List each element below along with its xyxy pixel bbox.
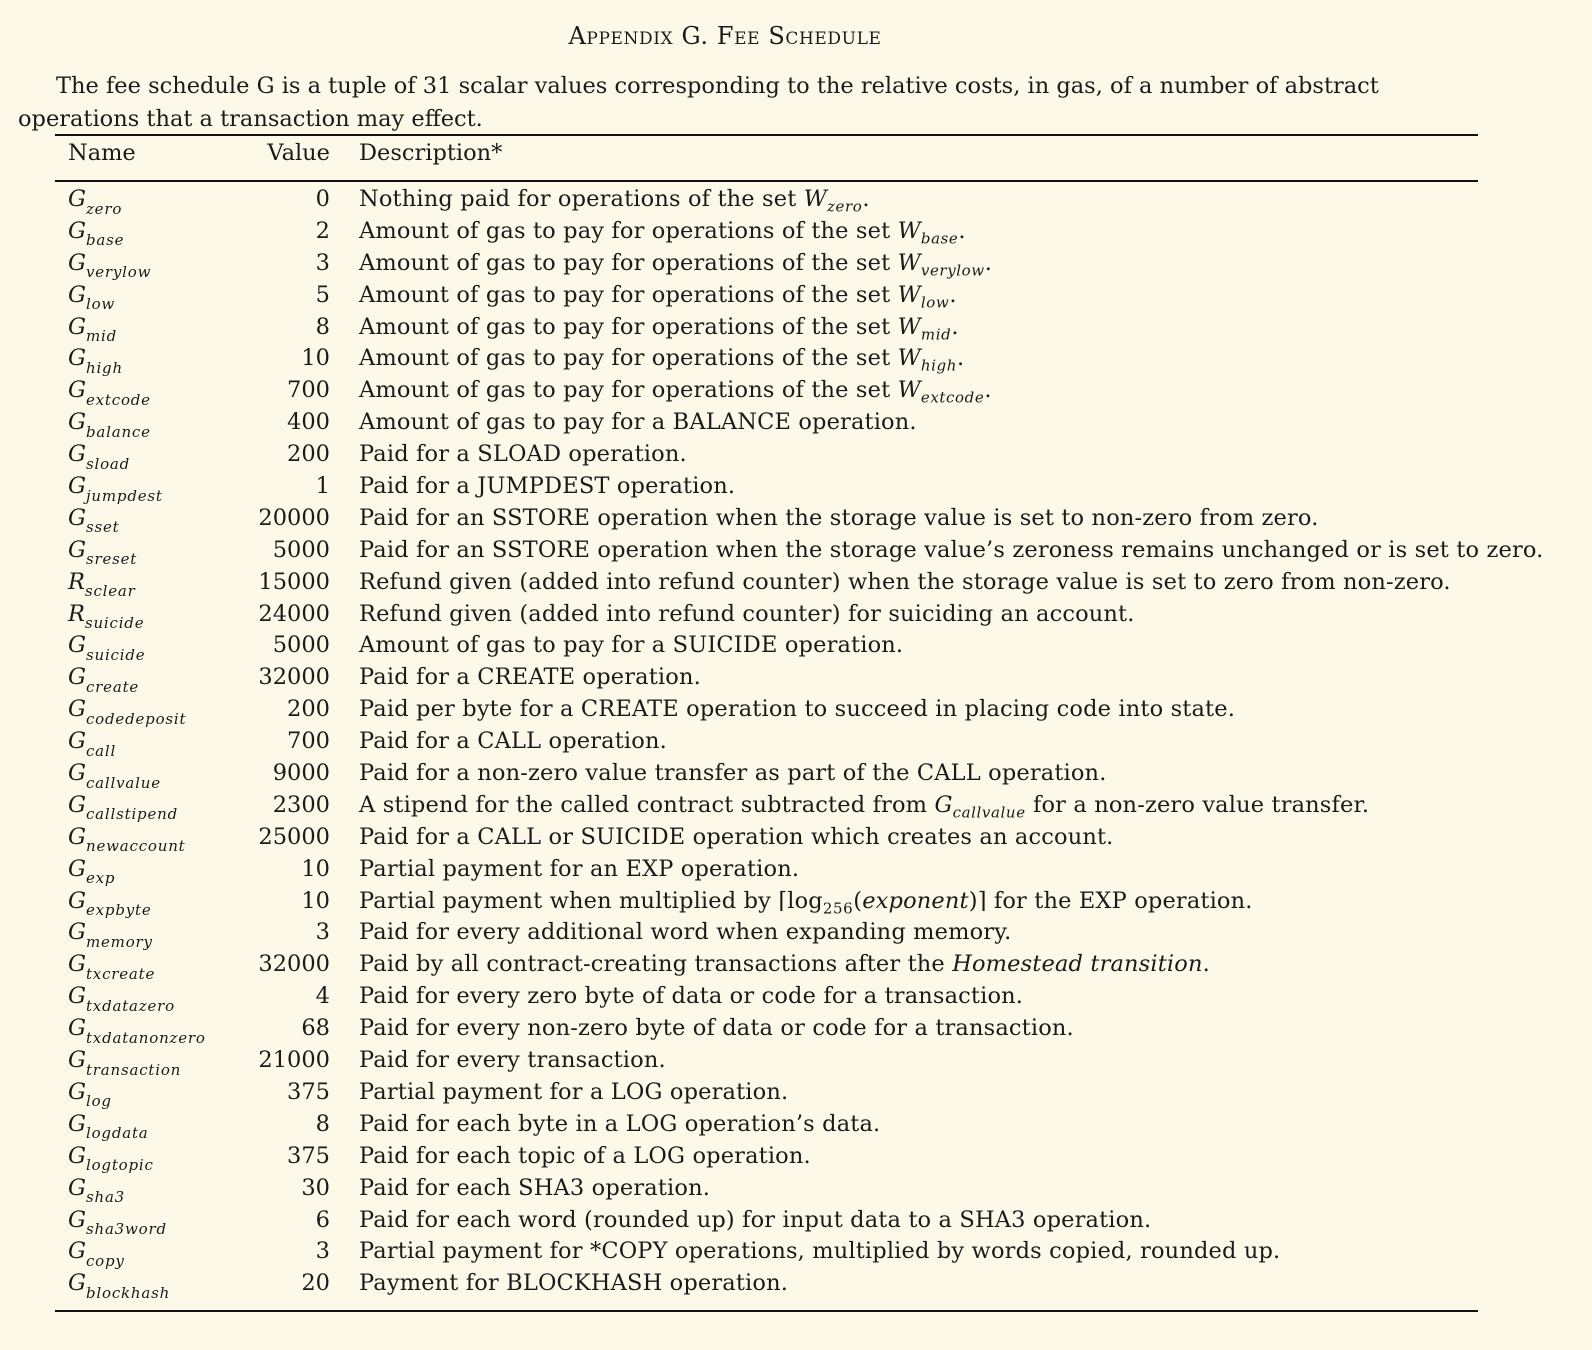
fee-description [359,1175,710,1201]
fee-name-symbol: G [68,696,86,723]
fee-name [68,1270,170,1300]
fee-name-subscript: jumpdest [85,486,163,505]
table-row [0,728,1592,760]
fee-name-subscript: transaction [85,1060,182,1079]
table-row [0,1079,1592,1111]
table-row [0,1015,1592,1047]
fee-name [68,824,186,854]
fee-name [68,760,161,790]
fee-name-symbol: R [68,600,85,627]
fee-name-subscript: low [85,295,116,314]
fee-name-symbol: G [68,409,86,436]
fee-description [359,186,870,216]
fee-name-subscript: suicide [84,614,145,633]
fee-name-subscript: extcode [85,390,151,409]
fee-name-subscript: sset [85,518,120,537]
header-description: Description* [359,140,503,166]
intro-line-1: The fee schedule G is a tuple of 31 scalar values corresponding to the relative costs, in gas, of a number of abstract [56,73,1379,99]
fee-name [68,377,151,407]
fee-name-symbol: G [68,536,86,563]
fee-name-symbol: G [68,1142,86,1169]
fee-name [68,473,163,503]
fee-name-symbol: G [68,186,86,212]
fee-name [68,1015,206,1045]
fee-name [68,951,155,981]
fee-name-symbol: G [68,1015,86,1042]
fee-description [359,537,1543,563]
table-row [0,250,1592,282]
fee-name-symbol: G [68,473,86,500]
description-segment: callvalue [952,803,1026,822]
fee-name-symbol: G [68,760,86,787]
fee-value: 10 [301,345,330,372]
fee-value: 4 [315,983,330,1010]
fee-name-subscript: exp [85,869,116,888]
description-segment: Paid for each SHA3 operation. [359,1174,711,1201]
fee-name-symbol: G [68,951,86,978]
table-row [0,314,1592,346]
fee-name [68,728,116,758]
fee-name-symbol: G [68,983,86,1010]
fee-value: 21000 [258,1047,330,1074]
fee-description [359,728,667,754]
fee-name-subscript: blockhash [85,1283,171,1302]
fee-value: 24000 [258,600,330,627]
description-segment: for a non-zero value transfer. [1025,791,1370,818]
fee-name [68,1175,125,1205]
table-row [0,792,1592,824]
fee-name-subscript: txdatanonzero [85,1028,206,1047]
fee-description [359,1270,788,1296]
fee-name-symbol: G [68,1270,86,1297]
table-row [0,569,1592,601]
intro-paragraph [18,70,1468,136]
fee-name-subscript: logtopic [85,1156,154,1175]
table-row [0,1175,1592,1207]
description-segment: ( [853,887,863,914]
fee-name-subscript: codedeposit [85,709,187,728]
description-segment: A stipend for the called contract subtracted from [359,791,935,818]
fee-description [359,632,903,658]
fee-value: 375 [287,1142,330,1169]
fee-name-symbol: G [68,249,86,276]
fee-description [359,696,1235,722]
fee-name [68,1079,112,1109]
fee-value: 25000 [258,823,330,850]
fee-description [359,760,1107,786]
fee-name-symbol: G [68,377,86,404]
fee-value: 2300 [272,791,330,818]
fee-value: 0 [315,186,330,212]
fee-name-subscript: logdata [85,1124,149,1143]
description-segment: Amount of gas to pay for a BALANCE operation. [359,409,917,436]
fee-name-subscript: callstipend [85,805,178,824]
description-segment: . [1202,951,1210,978]
fee-description [359,1143,811,1169]
description-segment: Refund given (added into refund counter) for suiciding an account. [359,600,1135,627]
table-row [0,1238,1592,1270]
fee-description [359,473,735,499]
description-segment: . [951,313,959,340]
description-segment: . [984,377,992,404]
fee-description [359,664,701,690]
fee-description [359,409,917,435]
fee-description [359,282,957,312]
table-row [0,473,1592,505]
fee-name [68,601,144,631]
fee-description [359,441,687,467]
fee-name-subscript: call [85,741,117,760]
fee-description [359,951,1210,977]
description-segment: . [957,345,965,372]
fee-value: 5 [315,281,330,308]
description-segment: W [897,281,921,308]
fee-description [359,824,1113,850]
description-segment: Paid for a CALL or SUICIDE operation which creates an account. [359,823,1114,850]
fee-name [68,1111,149,1141]
fee-description [359,505,1319,531]
description-segment: . [949,281,957,308]
fee-name [68,345,123,375]
description-segment: Paid for a non-zero value transfer as part of the CALL operation. [359,760,1107,787]
description-segment: W [897,345,921,372]
description-segment: W [897,313,921,340]
fee-description [359,250,992,280]
fee-name [68,186,122,216]
fee-description [359,856,799,882]
fee-name-symbol: G [68,823,86,850]
fee-name-symbol: G [68,728,86,755]
fee-name [68,441,130,471]
fee-name-subscript: sclear [84,582,136,601]
fee-value: 32000 [258,664,330,691]
fee-name-symbol: G [68,664,86,691]
fee-value: 5000 [272,632,330,659]
description-segment: Refund given (added into refund counter) when the storage value is set to zero from non-zero. [359,568,1451,595]
table-row [0,441,1592,473]
description-segment: Amount of gas to pay for operations of the set [359,345,898,372]
fee-value: 8 [315,313,330,340]
table-row [0,282,1592,314]
fee-name-subscript: txdatazero [85,996,175,1015]
description-segment: high [920,356,957,375]
header-name: Name [68,140,136,166]
fee-value: 3 [315,1238,330,1265]
fee-name-symbol: R [68,568,85,595]
table-row [0,409,1592,441]
description-segment: low [920,293,950,312]
fee-name-subscript: sreset [85,550,138,569]
fee-value: 375 [287,1078,330,1105]
fee-value: 700 [287,728,330,755]
description-segment: Paid for a CALL operation. [359,728,667,755]
fee-description [359,345,964,375]
fee-name-subscript: high [85,358,123,377]
description-segment: W [897,377,921,404]
fee-name-subscript: txcreate [85,964,156,983]
fee-name-symbol: G [68,441,86,468]
fee-value: 15000 [258,568,330,595]
description-segment: W [897,217,921,244]
table-row [0,1270,1592,1302]
fee-description [359,1015,1074,1041]
description-segment: exponent [862,887,969,914]
fee-description [359,218,966,248]
description-segment: W [803,186,827,212]
fee-description [359,377,992,407]
description-segment: mid [920,325,952,344]
description-segment: . [862,186,870,212]
fee-name [68,792,178,822]
description-segment: Paid for every non-zero byte of data or code for a transaction. [359,1015,1074,1042]
description-segment: base [920,229,959,248]
description-segment: Paid for each topic of a LOG operation. [359,1142,811,1169]
table-row [0,888,1592,920]
fee-description [359,1047,666,1073]
fee-name [68,1047,181,1077]
fee-name-symbol: G [68,345,86,372]
fee-value: 20000 [258,504,330,531]
fee-name-subscript: sha3word [85,1220,167,1238]
description-segment: Amount of gas to pay for operations of the set [359,281,898,308]
fee-value: 10 [301,855,330,882]
description-segment: Paid for a SLOAD operation. [359,441,687,468]
table-row [0,1207,1592,1239]
fee-value: 400 [287,409,330,436]
fee-name [68,218,124,248]
table-row [0,824,1592,856]
fee-name [68,632,145,662]
description-segment: Paid by all contract-creating transactions after the [359,951,953,978]
fee-value: 6 [315,1206,330,1233]
description-segment: 256 [822,899,854,918]
fee-name-subscript: copy [85,1251,125,1270]
fee-value: 20 [301,1270,330,1297]
fee-name [68,856,115,886]
fee-name-symbol: G [68,887,86,914]
fee-value: 3 [315,249,330,276]
fee-description [359,1207,1151,1233]
fee-name-subscript: sha3 [85,1188,126,1207]
fee-name [68,314,117,344]
fee-name-symbol: G [68,1078,86,1105]
table-row [0,919,1592,951]
table-row [0,1047,1592,1079]
header-value: Value [267,140,330,166]
fee-name-symbol: G [68,217,86,244]
fee-value: 700 [287,377,330,404]
fee-description [359,1238,1280,1264]
fee-name-subscript: sload [85,454,131,473]
fee-name-symbol: G [68,1174,86,1201]
fee-value: 10 [301,887,330,914]
description-segment: extcode [920,388,985,407]
table-row [0,983,1592,1015]
description-segment: Partial payment for a LOG operation. [359,1078,789,1105]
fee-name [68,282,115,312]
description-segment: Paid for every transaction. [359,1047,666,1074]
fee-name [68,569,136,599]
table-row [0,505,1592,537]
fee-description [359,792,1369,822]
table-row [0,601,1592,633]
description-segment: . [958,217,966,244]
fee-value: 68 [301,1015,330,1042]
fee-description [359,919,1011,945]
fee-name-subscript: suicide [85,645,146,664]
description-segment: G [934,791,953,818]
description-segment: W [897,249,921,276]
fee-name-subscript: balance [85,422,151,441]
description-segment: Paid for an SSTORE operation when the storage value is set to non-zero from zero. [359,504,1319,531]
fee-value: 9000 [272,760,330,787]
fee-name [68,983,175,1013]
fee-name-symbol: G [68,919,86,946]
fee-value: 32000 [258,951,330,978]
fee-table-body [0,186,1592,1302]
appendix-title: Appendix G. Fee Schedule [568,22,882,50]
description-segment: Amount of gas to pay for operations of the set [359,313,898,340]
fee-description [359,1111,880,1137]
fee-name [68,664,139,694]
table-row [0,1111,1592,1143]
fee-value: 2 [315,217,330,244]
fee-name [68,919,153,949]
fee-description [359,983,1023,1009]
fee-value: 1 [315,473,330,500]
table-row [0,345,1592,377]
description-segment: Amount of gas to pay for operations of the set [359,249,898,276]
description-segment: Nothing paid for operations of the set [359,186,804,212]
description-segment: Paid for an SSTORE operation when the storage value’s zeroness remains unchanged or is set to zero. [359,536,1544,563]
fee-name-subscript: newaccount [85,837,186,856]
fee-name-subscript: mid [85,327,118,346]
table-row [0,664,1592,696]
fee-name-subscript: zero [85,199,123,218]
description-segment: Paid for each word (rounded up) for input data to a SHA3 operation. [359,1206,1152,1233]
table-row [0,377,1592,409]
table-row [0,696,1592,728]
table-row [0,1143,1592,1175]
fee-name-subscript: memory [85,932,153,951]
fee-name-subscript: callvalue [85,773,161,792]
fee-name-subscript: verylow [85,263,152,282]
description-segment: verylow [920,261,985,280]
fee-value: 3 [315,919,330,946]
fee-name-symbol: G [68,1047,86,1074]
description-segment: zero [826,197,863,216]
fee-name [68,1207,167,1237]
description-segment: Payment for BLOCKHASH operation. [359,1270,789,1297]
description-segment: )⌉ for the EXP operation. [968,887,1253,914]
fee-description [359,888,1253,918]
table-top-rule [55,134,1478,136]
table-header-rule [55,180,1478,182]
fee-name [68,409,151,439]
description-segment: Amount of gas to pay for operations of the set [359,377,898,404]
description-segment: Partial payment for *COPY operations, multiplied by words copied, rounded up. [359,1238,1281,1265]
table-bottom-rule [55,1310,1478,1312]
table-row [0,218,1592,250]
fee-name-symbol: G [68,632,86,659]
fee-name-symbol: G [68,281,86,308]
fee-value: 30 [301,1174,330,1201]
description-segment: Partial payment for an EXP operation. [359,855,800,882]
fee-description [359,314,959,344]
fee-value: 200 [287,441,330,468]
table-row [0,632,1592,664]
fee-name [68,505,120,535]
fee-value: 200 [287,696,330,723]
description-segment: Paid per byte for a CREATE operation to succeed in placing code into state. [359,696,1236,723]
table-row [0,537,1592,569]
fee-name-subscript: expbyte [85,901,152,920]
fee-name [68,537,137,567]
description-segment: Partial payment when multiplied by ⌈log [359,887,823,914]
fee-name-subscript: log [85,1092,112,1111]
fee-name-symbol: G [68,313,86,340]
description-segment: Amount of gas to pay for a SUICIDE operation. [359,632,904,659]
fee-description [359,601,1135,627]
fee-name-symbol: G [68,1206,86,1233]
fee-name [68,250,151,280]
table-row [0,186,1592,218]
fee-name-symbol: G [68,855,86,882]
fee-name-subscript: base [85,231,125,250]
description-segment: Paid for every additional word when expanding memory. [359,919,1012,946]
description-segment: Homestead transition [952,951,1203,978]
fee-name-symbol: G [68,1110,86,1137]
intro-line-2: operations that a transaction may effect. [18,106,483,132]
fee-name-subscript: create [85,677,140,696]
fee-name-symbol: G [68,1238,86,1265]
description-segment: Paid for a JUMPDEST operation. [359,473,736,500]
fee-name [68,1238,125,1268]
fee-description [359,569,1451,595]
fee-value: 5000 [272,536,330,563]
fee-description [359,1079,788,1105]
fee-name [68,1143,154,1173]
fee-name [68,696,186,726]
description-segment: . [984,249,993,276]
description-segment: Amount of gas to pay for operations of the set [359,217,898,244]
fee-name-symbol: G [68,791,86,818]
fee-value: 8 [315,1110,330,1137]
table-row [0,951,1592,983]
fee-name [68,888,152,918]
table-row [0,856,1592,888]
description-segment: Paid for each byte in a LOG operation’s data. [359,1110,881,1137]
table-row [0,760,1592,792]
description-segment: Paid for a CREATE operation. [359,664,701,691]
description-segment: Paid for every zero byte of data or code for a transaction. [359,983,1024,1010]
fee-name-symbol: G [68,504,86,531]
